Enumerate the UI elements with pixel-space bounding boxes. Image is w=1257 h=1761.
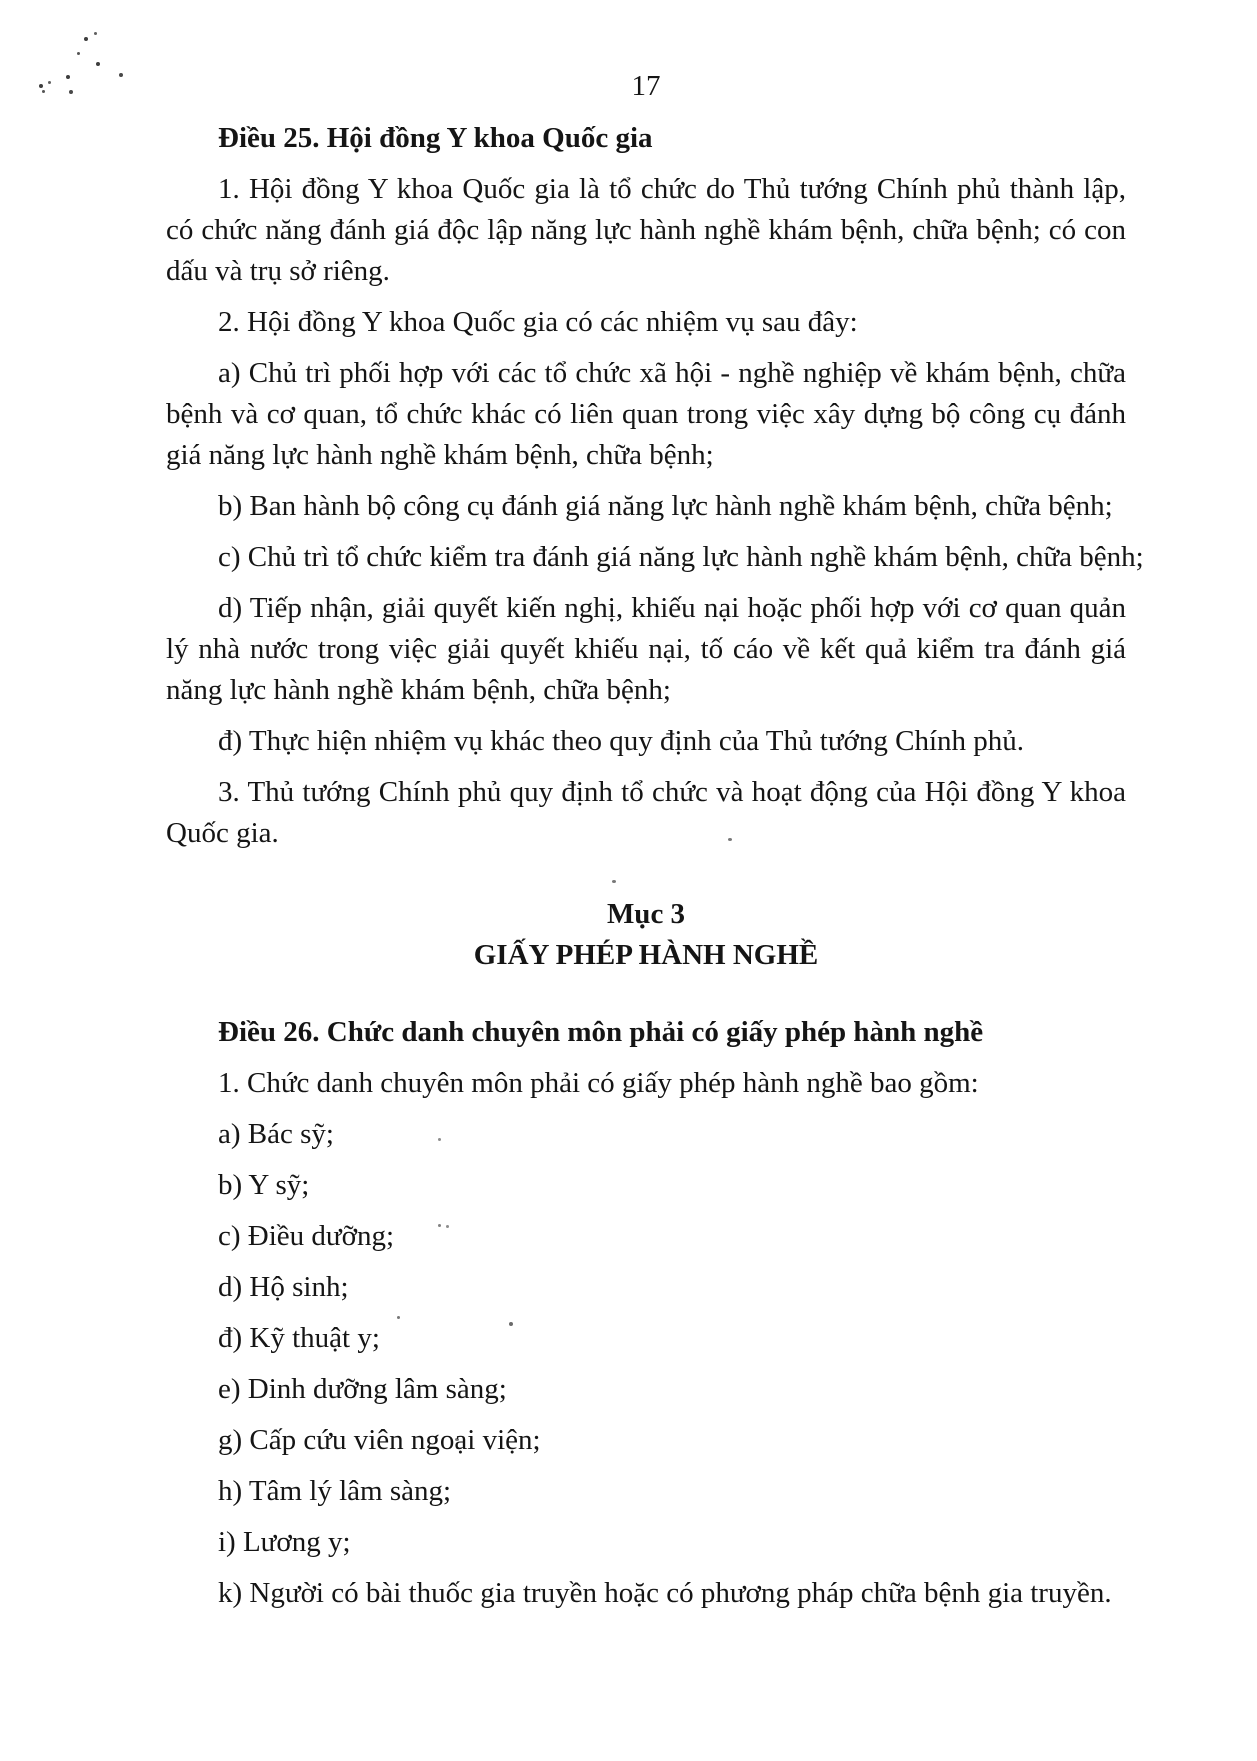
article-25-clause-2dd: đ) Thực hiện nhiệm vụ khác theo quy định của Thủ tướng Chính phủ. (218, 725, 1025, 757)
article-26-item-h: h) Tâm lý lâm sàng; (218, 1475, 452, 1507)
article-26-item-b: b) Y sỹ; (218, 1169, 310, 1201)
article-26-item-c: c) Điều dưỡng; (218, 1220, 395, 1252)
article-26-item-e: e) Dinh dưỡng lâm sàng; (218, 1373, 507, 1405)
article-26-item-g: g) Cấp cứu viên ngoại viện; (218, 1424, 541, 1456)
page-content (166, 66, 1144, 1624)
scan-speckle (39, 84, 43, 88)
article-26-title: Điều 26. Chức danh chuyên môn phải có giấy phép hành nghề (218, 1016, 984, 1048)
article-25-clause-2c: c) Chủ trì tổ chức kiểm tra đánh giá năng lực hành nghề khám bệnh, chữa bệnh; (218, 541, 1144, 573)
section-3-heading (166, 894, 1126, 976)
page-number: 17 (631, 70, 661, 102)
article-26-item-dd: đ) Kỹ thuật y; (218, 1322, 380, 1354)
article-26-item-k: k) Người có bài thuốc gia truyền hoặc có phương pháp chữa bệnh gia truyền. (218, 1577, 1112, 1609)
scan-speckle (42, 90, 45, 93)
scan-speckle (48, 81, 51, 84)
scan-speckle (84, 37, 88, 41)
section-3-label: Mục 3 (606, 898, 686, 930)
article-25-clause-2b: b) Ban hành bộ công cụ đánh giá năng lực hành nghề khám bệnh, chữa bệnh; (218, 490, 1113, 522)
scan-speckle (94, 32, 97, 35)
scan-speckle (69, 90, 73, 94)
article-25-clause-2d: d) Tiếp nhận, giải quyết kiến nghị, khiếu nại hoặc phối hợp với cơ quan quản lý nhà nước trong việc giải quyết khiếu nại, tố cáo về kết quả kiểm tra đánh giá năng lực hành nghề khám bệnh, chữa bệnh; (166, 592, 1126, 706)
article-26-clause-1: 1. Chức danh chuyên môn phải có giấy phép hành nghề bao gồm: (218, 1067, 979, 1099)
article-25-title: Điều 25. Hội đồng Y khoa Quốc gia (218, 122, 653, 154)
scan-speckle (96, 62, 100, 66)
article-25-clause-2: 2. Hội đồng Y khoa Quốc gia có các nhiệm vụ sau đây: (218, 306, 858, 338)
article-26-item-d: d) Hộ sinh; (218, 1271, 349, 1303)
scan-speckle (66, 75, 70, 79)
article-25-clause-2a: a) Chủ trì phối hợp với các tổ chức xã hội - nghề nghiệp về khám bệnh, chữa bệnh và cơ quan, tổ chức khác có liên quan trong việc xây dựng bộ công cụ đánh giá năng lực hành nghề khám bệnh, chữa bệnh; (166, 357, 1126, 471)
section-3-title: GIẤY PHÉP HÀNH NGHỀ (473, 939, 819, 971)
article-26-item-a: a) Bác sỹ; (218, 1118, 334, 1150)
article-25-clause-3: 3. Thủ tướng Chính phủ quy định tổ chức và hoạt động của Hội đồng Y khoa Quốc gia. (166, 776, 1126, 849)
scan-speckle (119, 73, 123, 77)
scan-speckle (77, 52, 80, 55)
article-26-item-i: i) Lương y; (218, 1526, 351, 1558)
article-25-clause-1: 1. Hội đồng Y khoa Quốc gia là tổ chức do Thủ tướng Chính phủ thành lập, có chức năng đánh giá độc lập năng lực hành nghề khám bệnh, chữa bệnh; có con dấu và trụ sở riêng. (166, 173, 1126, 287)
